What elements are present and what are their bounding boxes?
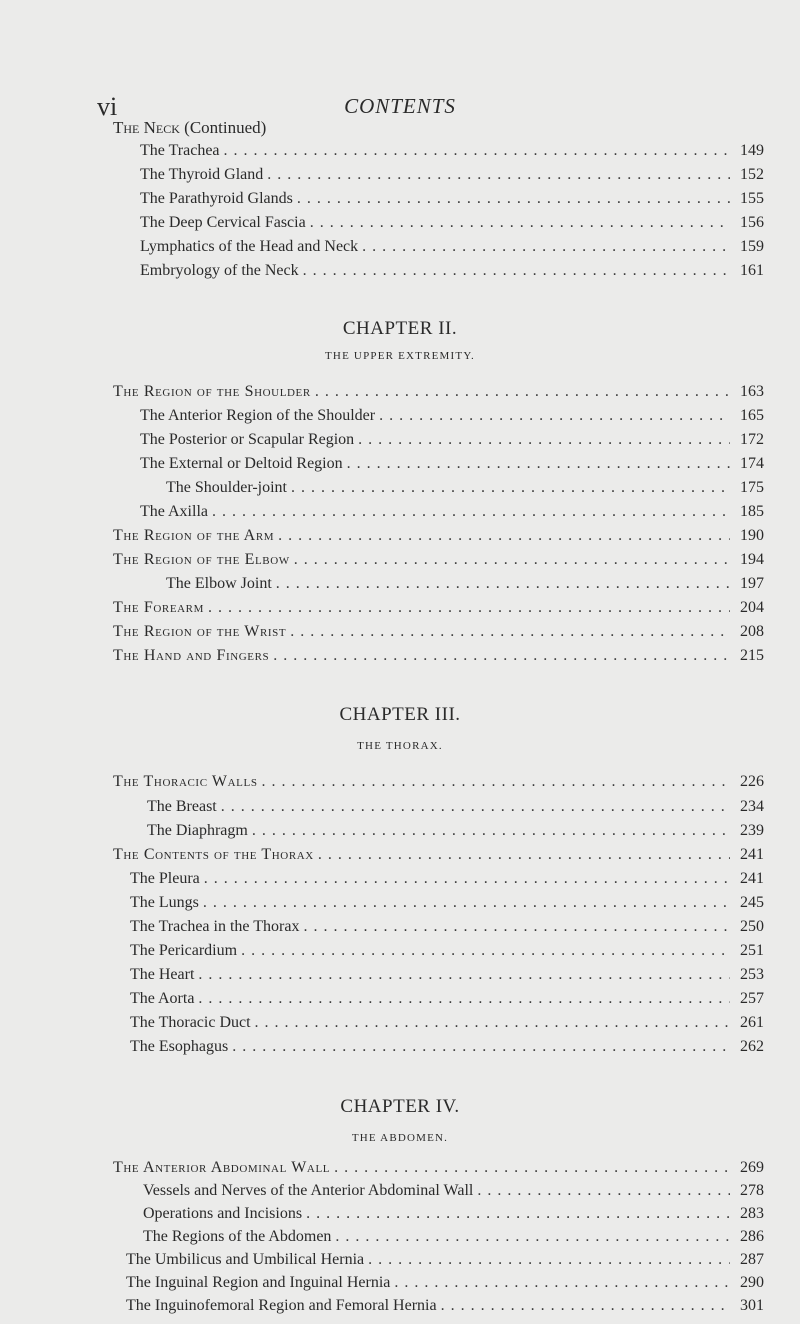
toc-entry-page: 185 (740, 503, 764, 520)
toc-entry-page: 165 (740, 407, 764, 424)
dot-leader (199, 894, 730, 912)
toc-entry-label: The Regions of the Abdomen (143, 1228, 332, 1245)
toc-entry[interactable] (166, 575, 764, 599)
dot-leader (208, 503, 730, 521)
toc-entry[interactable] (140, 455, 764, 479)
toc-entry-page: 152 (740, 166, 764, 183)
toc-entry[interactable] (130, 918, 764, 942)
toc-entry-page: 261 (740, 1014, 764, 1031)
dot-leader (299, 262, 730, 280)
page-number: vi (97, 92, 118, 121)
toc-entry[interactable] (130, 990, 764, 1014)
toc-entry-page: 161 (740, 262, 764, 279)
dot-leader (251, 1014, 730, 1032)
toc-entry-page: 245 (740, 894, 764, 911)
toc-entry[interactable] (113, 383, 764, 407)
dot-leader (228, 1038, 730, 1056)
dot-leader (258, 773, 730, 791)
toc-entry-label: The Parathyroid Glands (140, 190, 293, 207)
dot-leader (311, 383, 730, 401)
toc-entry[interactable] (143, 1205, 764, 1229)
toc-entry[interactable] (140, 238, 764, 262)
toc-entry-page: 262 (740, 1038, 764, 1055)
dot-leader (217, 798, 730, 816)
dot-leader (204, 599, 730, 617)
toc-entry-page: 269 (740, 1159, 764, 1176)
toc-entry-label: The Aorta (130, 990, 195, 1007)
chapter-subtitle: THE ABDOMEN. (351, 1132, 449, 1144)
toc-entry[interactable] (126, 1251, 764, 1275)
toc-entry[interactable] (130, 966, 764, 990)
dot-leader (343, 455, 730, 473)
toc-entry-page: 197 (740, 575, 764, 592)
toc-entry-page: 287 (740, 1251, 764, 1268)
toc-entry-label: The Forearm (113, 599, 204, 616)
section-heading-suffix: (Continued) (179, 118, 267, 137)
toc-entry-label: The Esophagus (130, 1038, 229, 1055)
toc-entry-label: The Diaphragm (147, 822, 248, 839)
toc-entry-label: The Posterior or Scapular Region (140, 431, 355, 448)
dot-leader (194, 966, 730, 984)
dot-leader (299, 918, 730, 936)
toc-entry-page: 149 (740, 142, 764, 159)
dot-leader (364, 1251, 730, 1269)
toc-entry-label: The Lungs (130, 894, 199, 911)
chapter-subtitle: THE UPPER EXTREMITY. (325, 350, 475, 362)
toc-entry[interactable] (140, 262, 764, 286)
toc-entry-page: 283 (740, 1205, 764, 1222)
dot-leader (286, 623, 730, 641)
toc-entry-page: 286 (740, 1228, 764, 1245)
toc-entry-label: The Thoracic Walls (113, 773, 258, 790)
toc-entry[interactable] (113, 623, 764, 647)
toc-entry[interactable] (140, 166, 764, 190)
toc-entry-label: The Thoracic Duct (130, 1014, 251, 1031)
toc-entry-page: 241 (740, 870, 764, 887)
toc-entry[interactable] (130, 1038, 764, 1062)
chapter-title: CHAPTER III. (339, 704, 461, 725)
dot-leader (293, 190, 730, 208)
chapter-title: CHAPTER II. (342, 318, 458, 339)
toc-entry-page: 155 (740, 190, 764, 207)
toc-entry[interactable] (143, 1182, 764, 1206)
toc-entry-page: 226 (740, 773, 764, 790)
toc-entry[interactable] (140, 431, 764, 455)
toc-entry-label: Operations and Incisions (143, 1205, 303, 1222)
dot-leader (194, 990, 730, 1008)
toc-entry-label: The Region of the Wrist (113, 623, 287, 640)
dot-leader (237, 942, 730, 960)
dot-leader (331, 1228, 730, 1246)
dot-leader (248, 822, 730, 840)
toc-entry-label: The Region of the Elbow (113, 551, 290, 568)
toc-entry-page: 174 (740, 455, 764, 472)
toc-entry-label: Embryology of the Neck (140, 262, 299, 279)
toc-entry[interactable] (140, 503, 764, 527)
dot-leader (314, 846, 730, 864)
dot-leader (354, 431, 730, 449)
section-heading-main: The Neck (113, 118, 180, 137)
toc-entry[interactable] (143, 1228, 764, 1252)
toc-entry-page: 253 (740, 966, 764, 983)
toc-entry-page: 250 (740, 918, 764, 935)
toc-entry[interactable] (130, 942, 764, 966)
toc-entry-label: The Shoulder-joint (166, 479, 287, 496)
toc-entry-label: The Anterior Region of the Shoulder (140, 407, 376, 424)
toc-entry-page: 163 (740, 383, 764, 400)
dot-leader (200, 870, 730, 888)
toc-entry-page: 156 (740, 214, 764, 231)
toc-entry-label: The Inguinofemoral Region and Femoral Hernia (126, 1297, 437, 1314)
dot-leader (220, 142, 730, 160)
toc-entry-page: 208 (740, 623, 764, 640)
toc-entry[interactable] (130, 894, 764, 918)
toc-entry-label: The Region of the Shoulder (113, 383, 311, 400)
toc-entry[interactable] (113, 773, 764, 797)
toc-entry-label: The Trachea (140, 142, 220, 159)
toc-entry-page: 239 (740, 822, 764, 839)
toc-entry-label: The Hand and Fingers (113, 647, 270, 664)
toc-entry-label: The Trachea in the Thorax (130, 918, 300, 935)
toc-entry-page: 190 (740, 527, 764, 544)
dot-leader (269, 647, 730, 665)
toc-entry-label: The Pleura (130, 870, 200, 887)
dot-leader (375, 407, 730, 425)
toc-entry-label: The Anterior Abdominal Wall (113, 1159, 331, 1176)
toc-entry[interactable] (126, 1297, 764, 1321)
toc-entry-page: 215 (740, 647, 764, 664)
toc-entry-page: 175 (740, 479, 764, 496)
dot-leader (263, 166, 730, 184)
toc-entry-label: The Umbilicus and Umbilical Hernia (126, 1251, 365, 1268)
dot-leader (437, 1297, 730, 1315)
toc-entry[interactable] (113, 846, 764, 870)
toc-entry[interactable] (130, 870, 764, 894)
toc-entry[interactable] (140, 142, 764, 166)
toc-entry-label: The Deep Cervical Fascia (140, 214, 306, 231)
dot-leader (287, 479, 730, 497)
toc-entry[interactable] (147, 822, 764, 846)
toc-entry-page: 301 (740, 1297, 764, 1314)
toc-entry-page: 204 (740, 599, 764, 616)
dot-leader (330, 1159, 730, 1177)
toc-entry-label: The Pericardium (130, 942, 238, 959)
running-head: CONTENTS (344, 94, 456, 118)
toc-entry[interactable] (140, 407, 764, 431)
toc-entry-label: The Inguinal Region and Inguinal Hernia (126, 1274, 391, 1291)
toc-entry-label: The Heart (130, 966, 195, 983)
toc-entry-page: 194 (740, 551, 764, 568)
toc-entry-page: 290 (740, 1274, 764, 1291)
toc-entry-label: The Elbow Joint (166, 575, 272, 592)
toc-entry-label: Lymphatics of the Head and Neck (140, 238, 359, 255)
toc-entry-page: 241 (740, 846, 764, 863)
dot-leader (274, 527, 730, 545)
dot-leader (390, 1274, 730, 1292)
chapter-title: CHAPTER IV. (340, 1096, 460, 1117)
toc-entry-page: 257 (740, 990, 764, 1007)
dot-leader (473, 1182, 730, 1200)
toc-entry[interactable] (113, 527, 764, 551)
toc-entry[interactable] (113, 599, 764, 623)
toc-entry[interactable] (126, 1274, 764, 1298)
toc-entry-page: 234 (740, 798, 764, 815)
toc-entry[interactable] (113, 1159, 764, 1183)
toc-entry-label: Vessels and Nerves of the Anterior Abdominal Wall (143, 1182, 474, 1199)
dot-leader (290, 551, 730, 569)
toc-entry[interactable] (113, 647, 764, 671)
toc-entry-label: The Region of the Arm (113, 527, 275, 544)
toc-entry-label: The External or Deltoid Region (140, 455, 343, 472)
dot-leader (272, 575, 730, 593)
toc-entry-page: 251 (740, 942, 764, 959)
toc-entry-page: 172 (740, 431, 764, 448)
dot-leader (302, 1205, 730, 1223)
toc-entry[interactable] (140, 214, 764, 238)
toc-entry[interactable] (113, 551, 764, 575)
dot-leader (306, 214, 730, 232)
toc-entry[interactable] (130, 1014, 764, 1038)
toc-entry-page: 159 (740, 238, 764, 255)
dot-leader (358, 238, 730, 256)
chapter-subtitle: THE THORAX. (357, 740, 443, 752)
section-heading-neck-continued (113, 118, 266, 138)
toc-entry-page: 278 (740, 1182, 764, 1199)
toc-entry-label: The Thyroid Gland (140, 166, 264, 183)
toc-entry-label: The Contents of the Thorax (113, 846, 314, 863)
toc-entry-label: The Breast (147, 798, 217, 815)
toc-entry[interactable] (166, 479, 764, 503)
toc-entry[interactable] (140, 190, 764, 214)
toc-entry-label: The Axilla (140, 503, 208, 520)
toc-entry[interactable] (147, 798, 764, 822)
